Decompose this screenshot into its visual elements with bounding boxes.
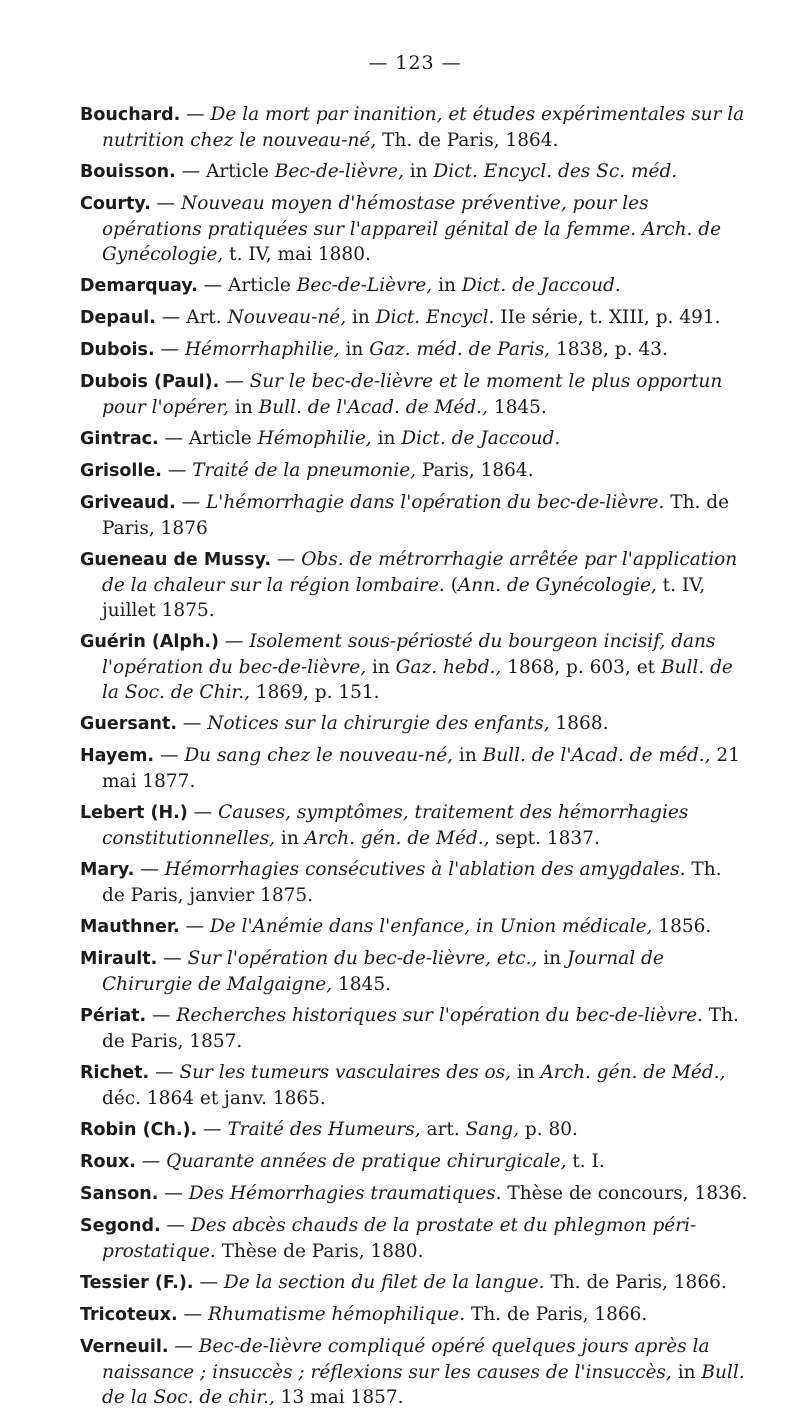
page-number: — 123 —	[368, 52, 462, 74]
entry-text: —	[271, 549, 302, 570]
entry-author: Guérin (Alph.)	[80, 632, 220, 652]
entry-text: in	[346, 307, 376, 328]
entry-text: 1869, p. 151.	[250, 682, 380, 703]
entry-author: Griveaud.	[80, 493, 176, 513]
entry-author: Gueneau de Mussy.	[80, 550, 272, 570]
entry-text: —	[179, 916, 210, 937]
entry-text: IIe série, t. XIII, p. 491.	[494, 307, 721, 328]
bibliography-list	[80, 102, 750, 1410]
entry-text: —	[135, 1151, 167, 1172]
entry-text: —	[157, 948, 188, 969]
entry-text: — Article	[158, 428, 258, 449]
entry-author: Depaul.	[80, 308, 156, 328]
entry-title-text: Quarante années de pratique chirurgicale,	[166, 1151, 567, 1172]
entry-text: in	[453, 745, 483, 766]
entry-author: Bouisson.	[80, 162, 176, 182]
entry-title-text: Nouveau-né,	[227, 307, 347, 328]
entry-title-text: De la mort par inanition, et études expérimentales sur la nutrition chez le nouveau-né,	[102, 104, 745, 151]
entry-author: Courty.	[80, 194, 151, 214]
entry-author: Mauthner.	[80, 917, 180, 937]
entry-text: —	[160, 1215, 191, 1236]
entry-title-text: Dict. Encycl. des Sc. méd.	[433, 161, 678, 182]
entry-title-text: Hémorrhaphilie,	[184, 339, 340, 360]
entry-title-text: Bull. de la Soc. de Chir.,	[102, 657, 733, 703]
entry-text: —	[161, 460, 193, 481]
entry-title-text: Hémorrhagies consécutives à l'ablation des amygdales.	[164, 859, 686, 880]
entry-title-text: De la section du filet de la langue.	[223, 1272, 545, 1293]
entry-title-text: Bec-de-lièvre,	[274, 161, 404, 182]
entry-author: Bouchard.	[80, 105, 181, 125]
entry-title-text: Du sang chez le nouveau-né,	[184, 745, 454, 766]
entry-text: in	[339, 339, 370, 360]
entry-text: Thèse de Paris, 1880.	[215, 1241, 424, 1262]
entry-author: Sanson.	[80, 1184, 159, 1204]
entry-text: 1868, p. 603, et	[501, 657, 661, 678]
entry-text: —	[177, 713, 208, 734]
entry-author: Hayem.	[80, 746, 155, 766]
bibliography-entry	[80, 547, 750, 623]
bibliography-entry	[80, 426, 750, 452]
entry-title-text: Sur le bec-de-lièvre et le moment le plus opportun pour l'opérer,	[102, 371, 723, 418]
entry-text: in	[510, 1062, 541, 1083]
entry-text: t. IV, mai 1880.	[223, 244, 371, 265]
entry-title-text: Dict. de Jaccoud.	[461, 275, 621, 296]
entry-text: —	[197, 1119, 228, 1140]
entry-author: Gintrac.	[80, 429, 159, 449]
bibliography-entry	[80, 1334, 750, 1410]
entry-title-text: Recherches historiques sur l'opération du bec-de-lièvre.	[176, 1005, 703, 1026]
entry-title-text: Sur les tumeurs vasculaires des os,	[179, 1062, 511, 1083]
entry-text: —	[219, 371, 250, 392]
entry-text: in	[229, 397, 259, 418]
entry-title-text: Bull. de l'Acad. de méd.,	[482, 745, 711, 766]
entry-text: in	[671, 1362, 702, 1383]
entry-title-text: Arch. gén. de Méd.,	[540, 1062, 726, 1083]
entry-title-text: Des abcès chauds de la prostate et du phlegmon péri-prostatique.	[102, 1215, 697, 1262]
entry-text: — Article	[175, 161, 275, 182]
bibliography-entry	[80, 1003, 750, 1054]
entry-text: Th. de Paris, 1866.	[544, 1272, 727, 1293]
entry-text: art.	[420, 1119, 466, 1140]
entry-text: —	[219, 631, 250, 652]
entry-title-text: Notices sur la chirurgie des enfants,	[207, 713, 550, 734]
entry-text: Th. de Paris, 1857.	[102, 1005, 739, 1052]
bibliography-entry	[80, 159, 750, 185]
entry-title-text: Dict. de Jaccoud.	[401, 428, 561, 449]
entry-text: 13 mai 1857.	[274, 1387, 404, 1408]
bibliography-entry	[80, 1302, 750, 1328]
entry-author: Dubois (Paul).	[80, 372, 220, 392]
bibliography-entry	[80, 1117, 750, 1143]
entry-text: Th. de Paris, janvier 1875.	[102, 859, 722, 906]
entry-text: —	[168, 1336, 199, 1357]
entry-text: 1856.	[652, 916, 712, 937]
entry-title-text: Bec-de-lièvre compliqué opéré quelques jours après la naissance ; insuccès ; réflexions sur les causes de l'insuccès,	[102, 1336, 710, 1383]
entry-author: Roux.	[80, 1152, 136, 1172]
entry-title-text: Sur l'opération du bec-de-lièvre, etc.,	[187, 948, 538, 969]
entry-title-text: Arch. gén. de Méd.,	[304, 828, 490, 849]
entry-text: in	[275, 828, 305, 849]
entry-text: in	[537, 948, 567, 969]
entry-text: Th. de Paris, 1866.	[465, 1304, 648, 1325]
bibliography-entry	[80, 629, 750, 705]
entry-author: Tessier (F.).	[80, 1273, 194, 1293]
entry-text: déc. 1864 et janv. 1865.	[102, 1088, 326, 1109]
entry-title-text: Journal de Chirurgie de Malgaigne,	[102, 948, 664, 995]
entry-text: Thèse de concours, 1836.	[501, 1183, 748, 1204]
entry-author: Richet.	[80, 1063, 150, 1083]
bibliography-entry	[80, 743, 750, 794]
entry-title-text: Bull. de la Soc. de chir.,	[102, 1362, 745, 1408]
bibliography-entry	[80, 458, 750, 484]
entry-text: —	[187, 802, 219, 823]
bibliography-entry	[80, 273, 750, 299]
bibliography-entry	[80, 1270, 750, 1296]
entry-text: —	[154, 339, 185, 360]
entry-author: Mary.	[80, 860, 135, 880]
entry-text: 21 mai 1877.	[102, 745, 740, 792]
entry-author: Guersant.	[80, 714, 178, 734]
entry-text: — Article	[197, 275, 297, 296]
bibliography-entry	[80, 1181, 750, 1207]
entry-text: —	[150, 193, 182, 214]
bibliography-entry	[80, 337, 750, 363]
entry-author: Demarquay.	[80, 276, 198, 296]
entry-text: 1845.	[487, 397, 547, 418]
entry-text: 1845.	[332, 974, 391, 995]
entry-title-text: L'hémorrhagie dans l'opération du bec-de-lièvre.	[205, 492, 665, 513]
entry-title-text: Isolement sous-périosté du bourgeon incisif, dans l'opération du bec-de-lièvre,	[102, 631, 716, 678]
entry-author: Segond.	[80, 1216, 161, 1236]
entry-title-text: Traité des Humeurs,	[227, 1119, 421, 1140]
entry-text: —	[158, 1183, 189, 1204]
entry-author: Dubois.	[80, 340, 155, 360]
entry-title-text: Rhumatisme hémophilique.	[207, 1304, 466, 1325]
entry-title-text: De l'Anémie dans l'enfance, in Union médicale,	[209, 916, 653, 937]
entry-text: in	[366, 657, 396, 678]
entry-author: Verneuil.	[80, 1337, 169, 1357]
bibliography-entry	[80, 369, 750, 420]
entry-text: —	[177, 1304, 208, 1325]
entry-author: Tricoteux.	[80, 1305, 178, 1325]
entry-title-text: Gaz. méd. de Paris,	[369, 339, 551, 360]
entry-text: —	[154, 745, 185, 766]
entry-text: (	[444, 575, 458, 596]
entry-text: —	[134, 859, 165, 880]
bibliography-entry	[80, 857, 750, 908]
entry-title-text: Traité de la pneumonie,	[192, 460, 417, 481]
bibliography-entry	[80, 1213, 750, 1264]
entry-text: 1838, p. 43.	[550, 339, 668, 360]
entry-title-text: Dict. Encycl.	[375, 307, 495, 328]
entry-title-text: Sang,	[465, 1119, 519, 1140]
entry-text: in	[403, 161, 434, 182]
entry-text: —	[193, 1272, 224, 1293]
bibliography-entry	[80, 946, 750, 997]
bibliography-entry	[80, 490, 750, 541]
entry-text: Th. de Paris, 1864.	[376, 130, 559, 151]
entry-author: Robin (Ch.).	[80, 1120, 198, 1140]
entry-title-text: Ann. de Gynécologie,	[457, 575, 657, 596]
entry-text: Paris, 1864.	[416, 460, 534, 481]
entry-title-text: Gaz. hebd.,	[395, 657, 502, 678]
entry-title-text: Nouveau moyen d'hémostase préventive, pour les opérations pratiquées sur l'appareil génital de la femme. Arch. de Gynécologie,	[102, 193, 722, 265]
entry-text: —	[180, 104, 211, 125]
entry-text: — Art.	[155, 307, 228, 328]
entry-author: Grisolle.	[80, 461, 162, 481]
bibliography-entry	[80, 800, 750, 851]
entry-text: —	[149, 1062, 180, 1083]
entry-author: Mirault.	[80, 949, 158, 969]
entry-text: p. 80.	[518, 1119, 578, 1140]
bibliography-entry	[80, 914, 750, 940]
entry-text: —	[175, 492, 206, 513]
entry-text: in	[432, 275, 462, 296]
entry-title-text: Bull. de l'Acad. de Méd.,	[258, 397, 488, 418]
entry-author: Lebert (H.)	[80, 803, 188, 823]
bibliography-entry	[80, 102, 750, 153]
entry-text: in	[371, 428, 402, 449]
bibliography-entry	[80, 1149, 750, 1175]
entry-text: t. IV, juillet 1875.	[102, 575, 706, 621]
bibliography-entry	[80, 1060, 750, 1111]
entry-text: Th. de Paris, 1876	[102, 492, 730, 539]
entry-title-text: Des Hémorrhagies traumatiques.	[188, 1183, 502, 1204]
entry-title-text: Hémophilie,	[257, 428, 372, 449]
entry-title-text: Bec-de-Lièvre,	[296, 275, 433, 296]
entry-title-text: Obs. de métrorrhagie arrêtée par l'application de la chaleur sur la région lombaire.	[102, 549, 738, 596]
bibliography-entry	[80, 711, 750, 737]
bibliography-entry	[80, 305, 750, 331]
entry-text: sept. 1837.	[489, 828, 600, 849]
entry-author: Périat.	[80, 1006, 147, 1026]
bibliography-entry	[80, 191, 750, 267]
entry-title-text: Causes, symptômes, traitement des hémorrhagies constitutionnelles,	[102, 802, 689, 849]
entry-text: —	[146, 1005, 177, 1026]
entry-text: t. I.	[566, 1151, 605, 1172]
entry-text: 1868.	[549, 713, 609, 734]
